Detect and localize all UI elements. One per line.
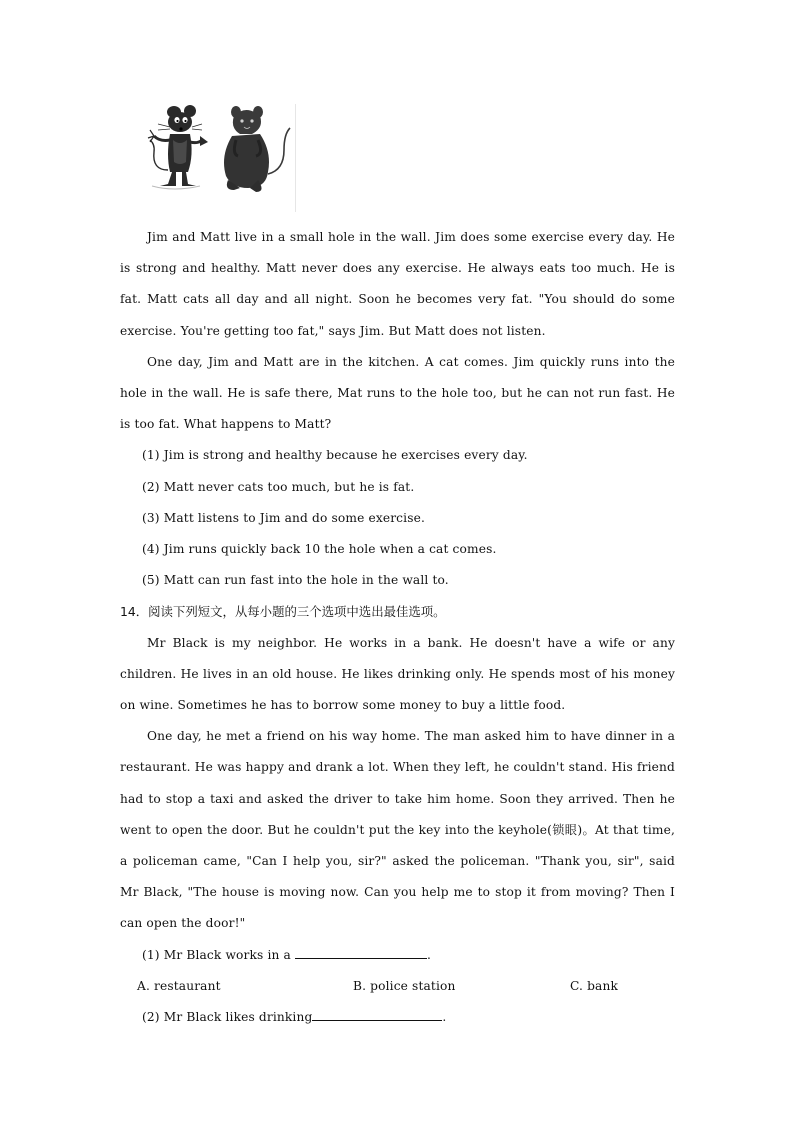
statement-5: (5) Matt can run fast into the hole in the wall to. [142,573,449,588]
rat-sitting-icon [224,106,290,192]
option-b[interactable]: B. police station [353,978,456,993]
sub-question-2 [120,1002,675,1033]
passage1-paragraph-2: One day, Jim and Matt are in the kitchen. A cat comes. Jim quickly runs into the hole in the wall. He is safe there, Mat runs to the hole too, but he can not run fast. He is too fat. What happens to Matt? [120,354,675,432]
answer-blank-1[interactable] [295,946,427,959]
worksheet-text [120,222,675,1033]
mice-drawing [140,100,296,212]
passage2-paragraph-1: Mr Black is my neighbor. He works in a bank. He doesn't have a wife or any children. He lives in an old house. He likes drinking only. He spends most of his money on wine. Sometimes he has to borrow some money to buy a little food. [120,635,675,713]
mouse-standing-icon [148,105,208,189]
mice-illustration [140,100,296,212]
sub-question-1-stem: (1) Mr Black works in a [142,947,291,962]
passage1-paragraph-1: Jim and Matt live in a small hole in the wall. Jim does some exercise every day. He is strong and healthy. Matt never does any exercise. He always eats too much. He is fat. Matt cats all day and all night. Soon he becomes very fat. "You should do some exercise. You're getting too fat," says Jim. But Matt does not listen. [120,230,675,338]
statement-4: (4) Jim runs quickly back 10 the hole when a cat comes. [142,542,497,557]
statement-2: (2) Matt never cats too much, but he is fat. [142,479,415,494]
option-a[interactable]: A. restaurant [137,978,221,993]
question-14-heading: 14．阅读下列短文，从每小题的三个选项中选出最佳选项。 [120,604,446,620]
passage2-paragraph-2: One day, he met a friend on his way home. The man asked him to have dinner in a restaurant. He was happy and drank a lot. When they left, he couldn't stand. His friend had to stop a taxi and asked the driver to take him home. Soon they arrived. Then he went to open the door. But he couldn't put the key into the keyhole(锁眼)。At that time, a policeman came, "Can I help you, sir?" asked the policeman. "Thank you, sir", said Mr Black, "The house is moving now. Can you help me to stop it from moving? Then I can open the door!" [120,729,675,931]
sub-question-2-end: . [442,1010,447,1025]
statement-3: (3) Matt listens to Jim and do some exercise. [142,510,425,525]
statement-1: (1) Jim is strong and healthy because he exercises every day. [142,448,528,463]
figure-edge [295,104,296,212]
option-c[interactable]: C. bank [570,978,618,993]
sub-question-1 [120,940,675,971]
sub-question-1-end: . [427,947,432,962]
sub-question-1-options [120,971,675,1002]
answer-blank-2[interactable] [312,1008,442,1021]
sub-question-2-stem: (2) Mr Black likes drinking [142,1010,313,1025]
